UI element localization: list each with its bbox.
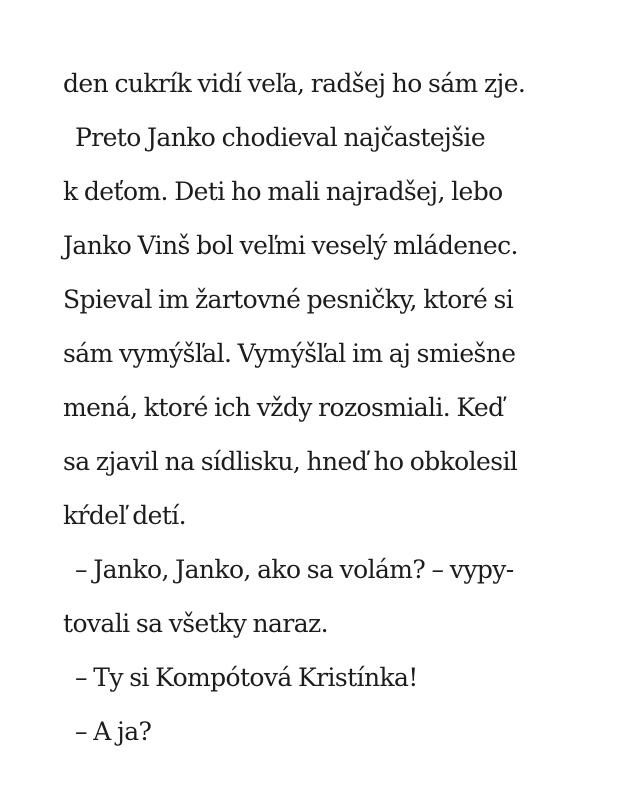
dialogue-line: – A ja? [75, 717, 152, 746]
text-line: tovali sa všetky naraz. [63, 609, 328, 638]
story-text [63, 57, 583, 759]
text-line: mená, ktoré ich vždy rozosmiali. Keď [63, 393, 504, 422]
dialogue-line: – Janko, Janko, ako sa volám? – vypy- [75, 555, 514, 584]
text-line: k deťom. Deti ho mali najradšej, lebo [63, 177, 503, 206]
text-line: kŕdeľ detí. [63, 501, 187, 530]
text-line: den cukrík vidí veľa, radšej ho sám zje. [63, 69, 526, 98]
text-line: sám vymýšľal. Vymýšľal im aj smiešne [63, 339, 516, 368]
text-line: Spieval im žartovné pesničky, ktoré si [63, 285, 514, 314]
text-line: Preto Janko chodieval najčastejšie [75, 123, 486, 152]
dialogue-line: – Ty si Kompótová Kristínka! [75, 663, 418, 692]
text-line: Janko Vinš bol veľmi veselý mládenec. [63, 231, 518, 260]
text-line: sa zjavil na sídlisku, hneď ho obkolesil [63, 447, 518, 476]
